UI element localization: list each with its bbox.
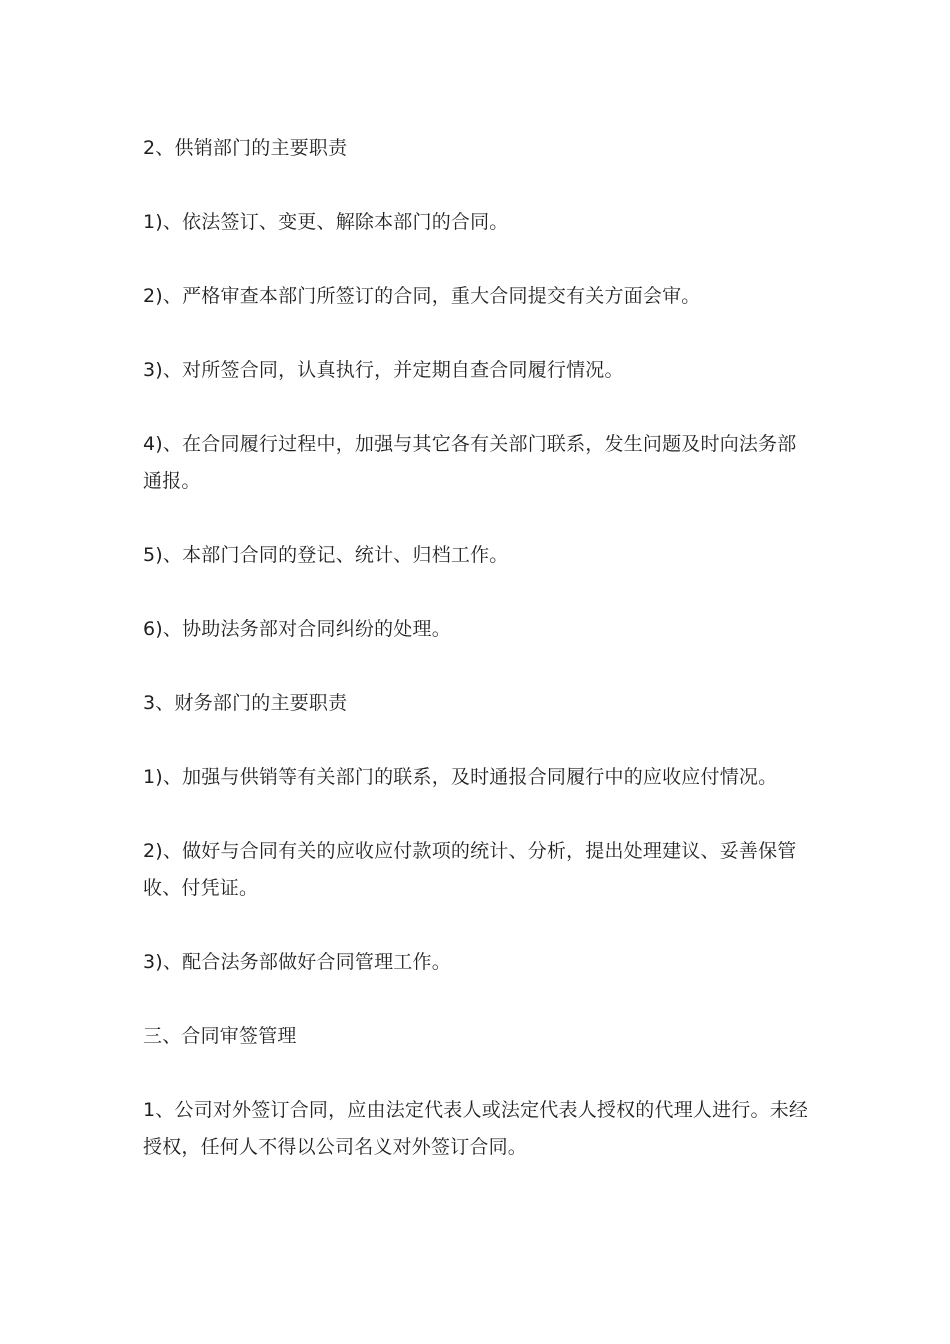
list-item: 3)、对所签合同，认真执行，并定期自查合同履行情况。 (143, 359, 624, 381)
section-heading-finance-duties: 3、财务部门的主要职责 (143, 692, 348, 714)
list-item: 4)、在合同履行过程中，加强与其它各有关部门联系，发生问题及时向法务部通报。 (143, 433, 797, 492)
list-item: 1)、加强与供销等有关部门的联系，及时通报合同履行中的应收应付情况。 (143, 766, 778, 788)
list-item: 1)、依法签订、变更、解除本部门的合同。 (143, 211, 509, 233)
list-item: 2)、做好与合同有关的应收应付款项的统计、分析，提出处理建议、妥善保管收、付凭证。 (143, 840, 797, 899)
list-item: 3)、配合法务部做好合同管理工作。 (143, 951, 451, 973)
list-item: 5)、本部门合同的登记、统计、归档工作。 (143, 544, 509, 566)
list-item: 6)、协助法务部对合同纠纷的处理。 (143, 618, 451, 640)
list-item: 2)、严格审查本部门所签订的合同，重大合同提交有关方面会审。 (143, 285, 701, 307)
chapter-heading-contract-review: 三、合同审签管理 (143, 1025, 297, 1047)
list-item: 1、公司对外签订合同，应由法定代表人或法定代表人授权的代理人进行。未经授权，任何人不得以公司名义对外签订合同。 (143, 1099, 809, 1158)
document-body (143, 130, 813, 1166)
section-heading-sales-duties: 2、供销部门的主要职责 (143, 137, 348, 159)
